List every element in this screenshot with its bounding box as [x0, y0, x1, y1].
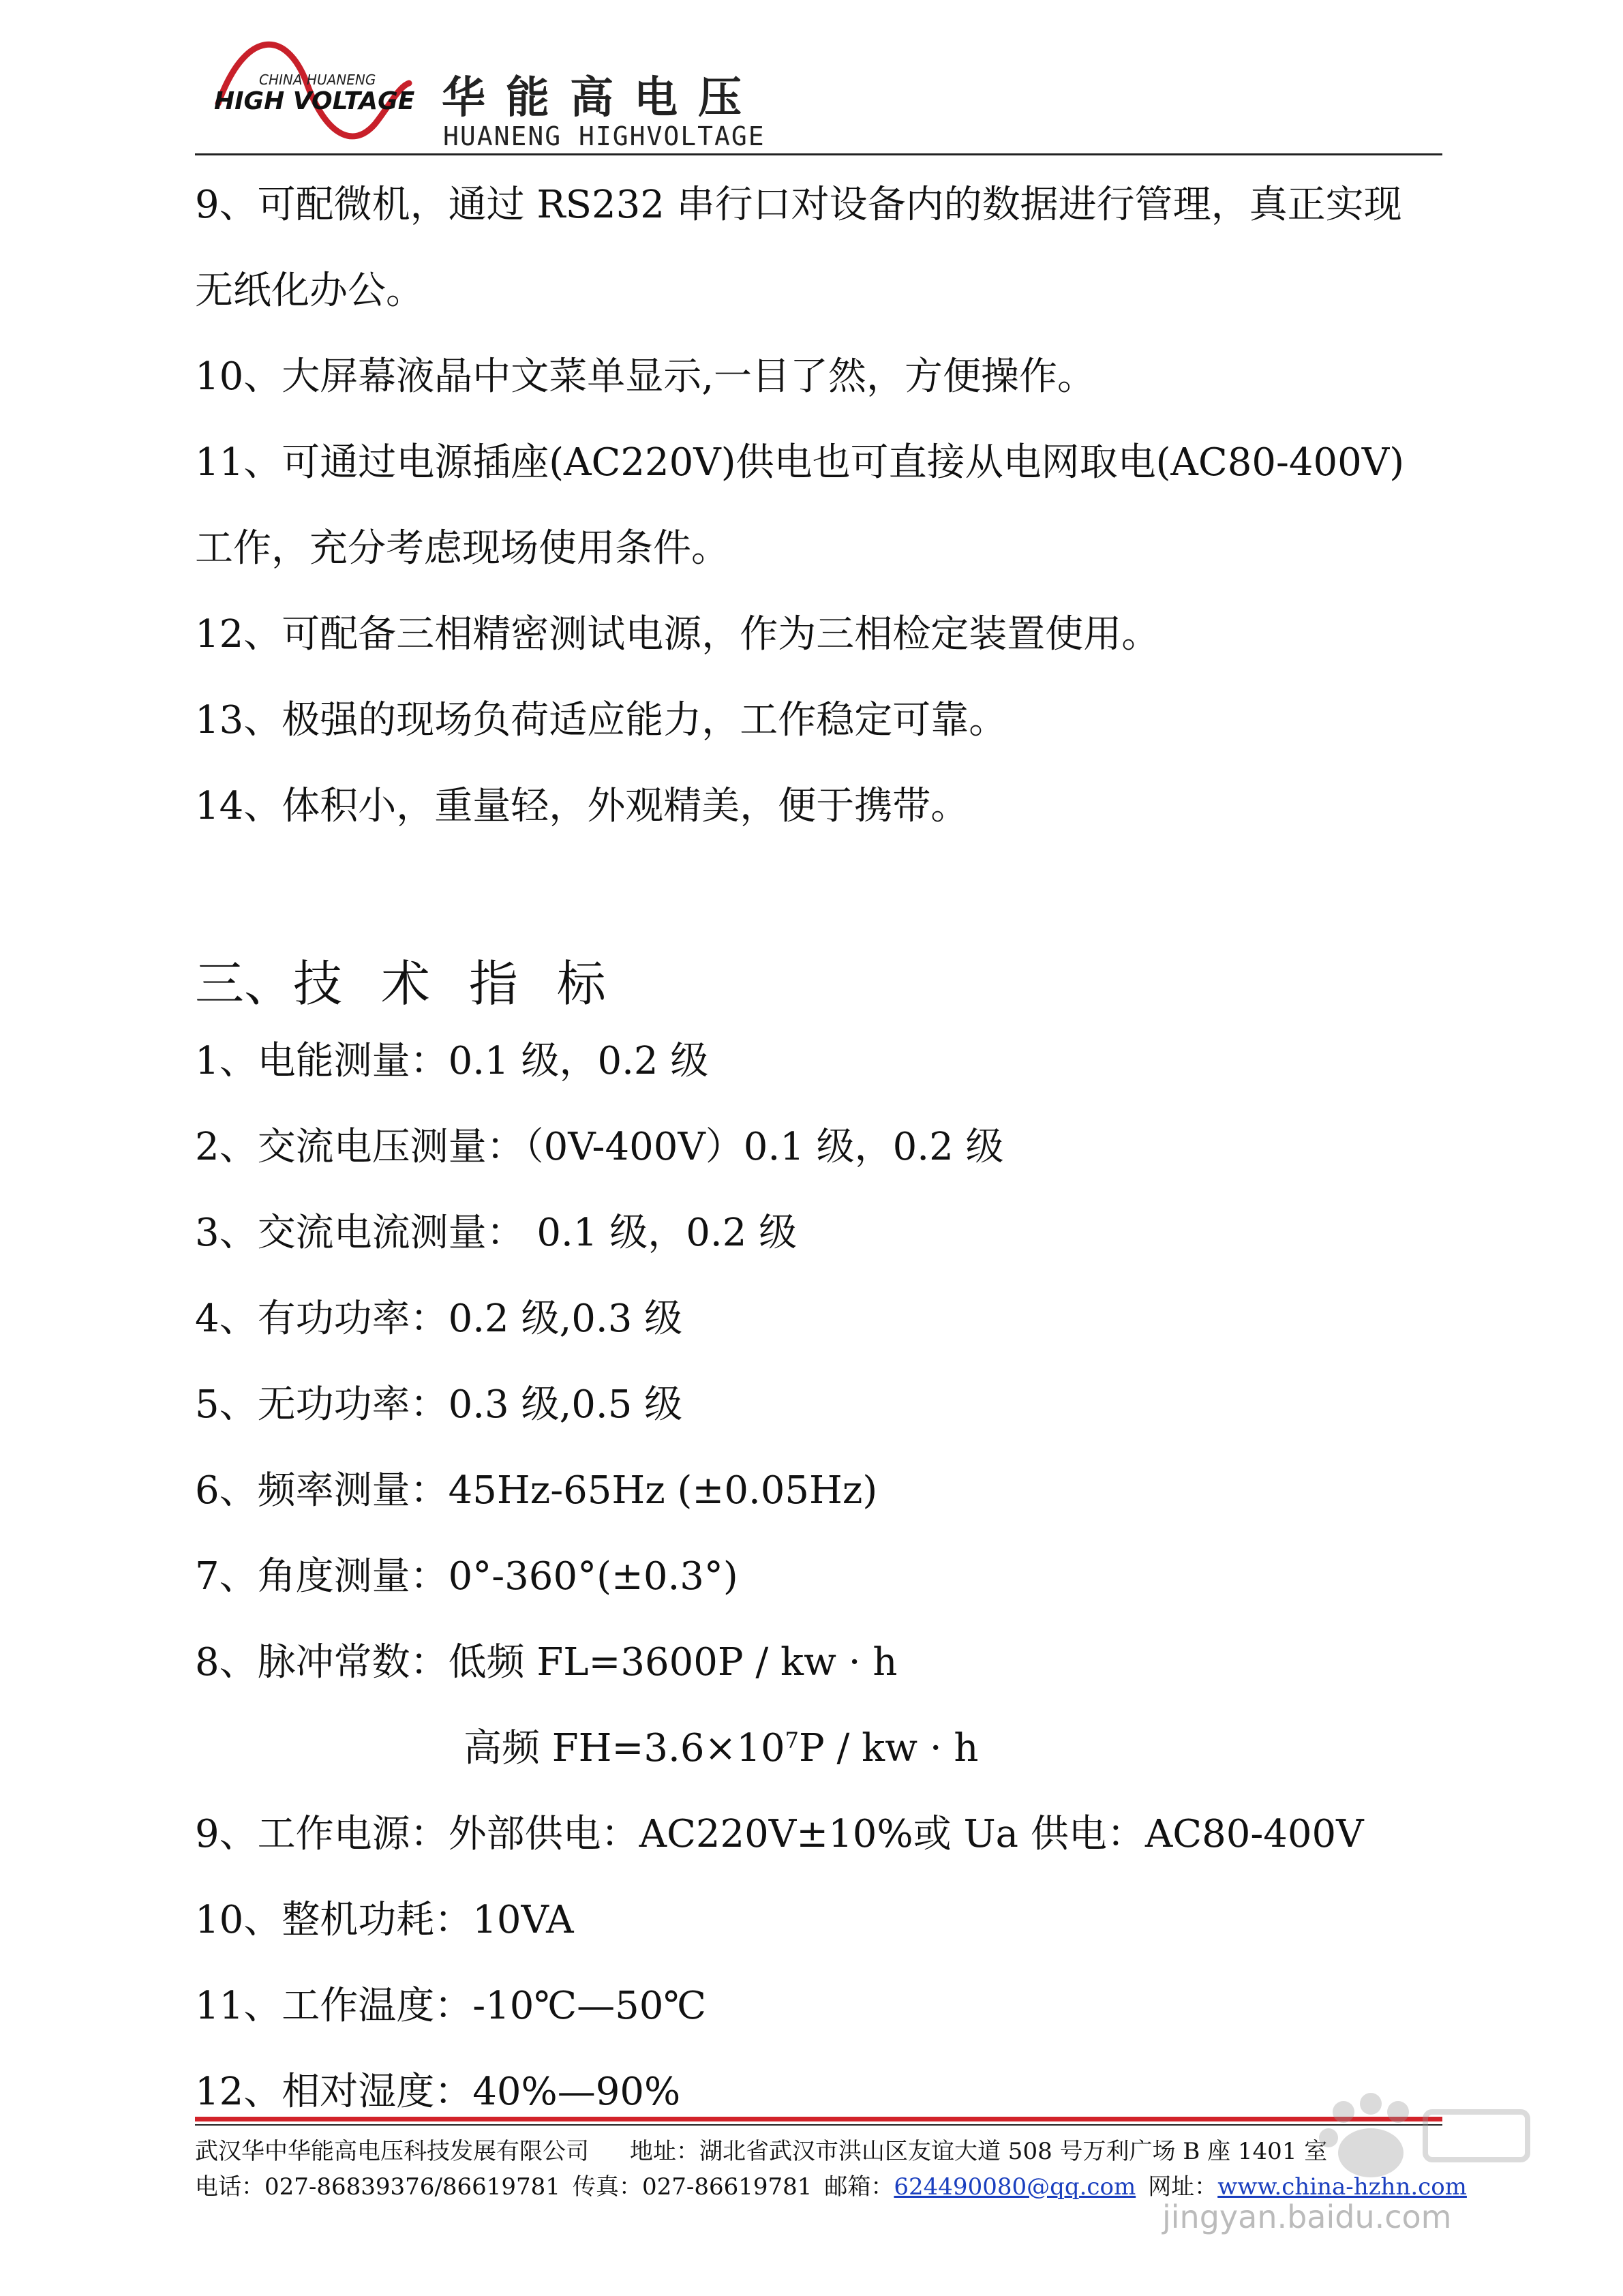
spec-item-3: 3、交流电流测量： 0.1 级，0.2 级 [195, 1211, 798, 1255]
section-title-part: 标 [556, 955, 606, 1012]
footer-address: 地址：湖北省武汉市洪山区友谊大道 508 号万利广场 B 座 1401 室 [630, 2138, 1328, 2165]
brand-name-en: HUANENG HIGHVOLTAGE [443, 121, 765, 151]
spec-item-12: 12、相对湿度：40%—90% [195, 2070, 681, 2114]
feature-item-11: 11、可通过电源插座(AC220V)供电也可直接从电网取电(AC80-400V) [195, 440, 1405, 485]
footer-divider-black [195, 2124, 1442, 2126]
spec-item-7: 7、角度测量：0°-360°(±0.3°) [195, 1554, 738, 1599]
footer-web-label: 网址： [1148, 2173, 1218, 2201]
brand-name-cn: 华能高电压 [442, 73, 762, 123]
spec-item-8-high-freq [464, 1718, 979, 1772]
footer-company-address [195, 2132, 1327, 2166]
feature-item-14: 14、体积小，重量轻，外观精美，便于携带。 [195, 784, 969, 828]
spec-item-2: 2、交流电压测量：（0V-400V）0.1 级，0.2 级 [195, 1125, 1004, 1169]
footer-fax: 传真：027-86619781 [572, 2173, 813, 2201]
logo-top-text: CHINA HUANENG [259, 72, 376, 88]
spec-item-11: 11、工作温度：-10℃—50℃ [195, 1984, 706, 2028]
spec-item-8: 8、脉冲常数：低频 FL=3600P / kw · h [195, 1640, 898, 1685]
header-divider [195, 153, 1442, 155]
logo-main-text: HIGH VOLTAGE [214, 87, 415, 115]
section-title-tech-specs [195, 944, 629, 1015]
footer-email-label: 邮箱： [824, 2173, 894, 2201]
spec-item-10: 10、整机功耗：10VA [195, 1898, 574, 1942]
feature-item-10: 10、大屏幕液晶中文菜单显示,一目了然，方便操作。 [195, 354, 1096, 399]
watermark-url: jingyan.baidu.com [1162, 2199, 1452, 2235]
feature-item-12: 12、可配备三相精密测试电源，作为三相检定装置使用。 [195, 612, 1160, 656]
spec-item-9: 9、工作电源：外部供电：AC220V±10%或 Ua 供电：AC80-400V [195, 1812, 1364, 1856]
spec-item-1: 1、电能测量：0.1 级，0.2 级 [195, 1039, 709, 1083]
baidu-watermark-logo [1296, 2085, 1541, 2187]
footer-company: 武汉华中华能高电压科技发展有限公司 [195, 2138, 589, 2165]
section-title-part: 术 [380, 955, 430, 1012]
spec-item-5: 5、无功功率：0.3 级,0.5 级 [195, 1383, 683, 1427]
footer-contacts [195, 2168, 1467, 2201]
feature-item-9-cont: 无纸化办公。 [195, 269, 424, 313]
company-logo [204, 22, 423, 158]
spec-8-high-suffix: P / kw · h [799, 1726, 979, 1770]
feature-item-9: 9、可配微机，通过 RS232 串行口对设备内的数据进行管理，真正实现 [195, 183, 1402, 227]
feature-item-13: 13、极强的现场负荷适应能力，工作稳定可靠。 [195, 698, 1007, 742]
footer-email-link[interactable]: 624490080@qq.com [894, 2173, 1136, 2201]
feature-item-11-cont: 工作，充分考虑现场使用条件。 [195, 526, 729, 571]
section-title-part: 指 [468, 955, 518, 1012]
footer-phone: 电话：027-86839376/86619781 [195, 2173, 560, 2201]
spec-8-high-exponent: 7 [785, 1727, 800, 1753]
footer-divider-red [195, 2117, 1442, 2121]
spec-8-high-prefix: 高频 FH=3.6×10 [464, 1726, 785, 1770]
spec-item-6: 6、频率测量：45Hz-65Hz (±0.05Hz) [195, 1468, 878, 1513]
footer-web-link[interactable]: www.china-hzhn.com [1217, 2173, 1467, 2201]
spec-item-4: 4、有功功率：0.2 级,0.3 级 [195, 1297, 683, 1341]
section-title-part: 三、技 [195, 955, 343, 1012]
